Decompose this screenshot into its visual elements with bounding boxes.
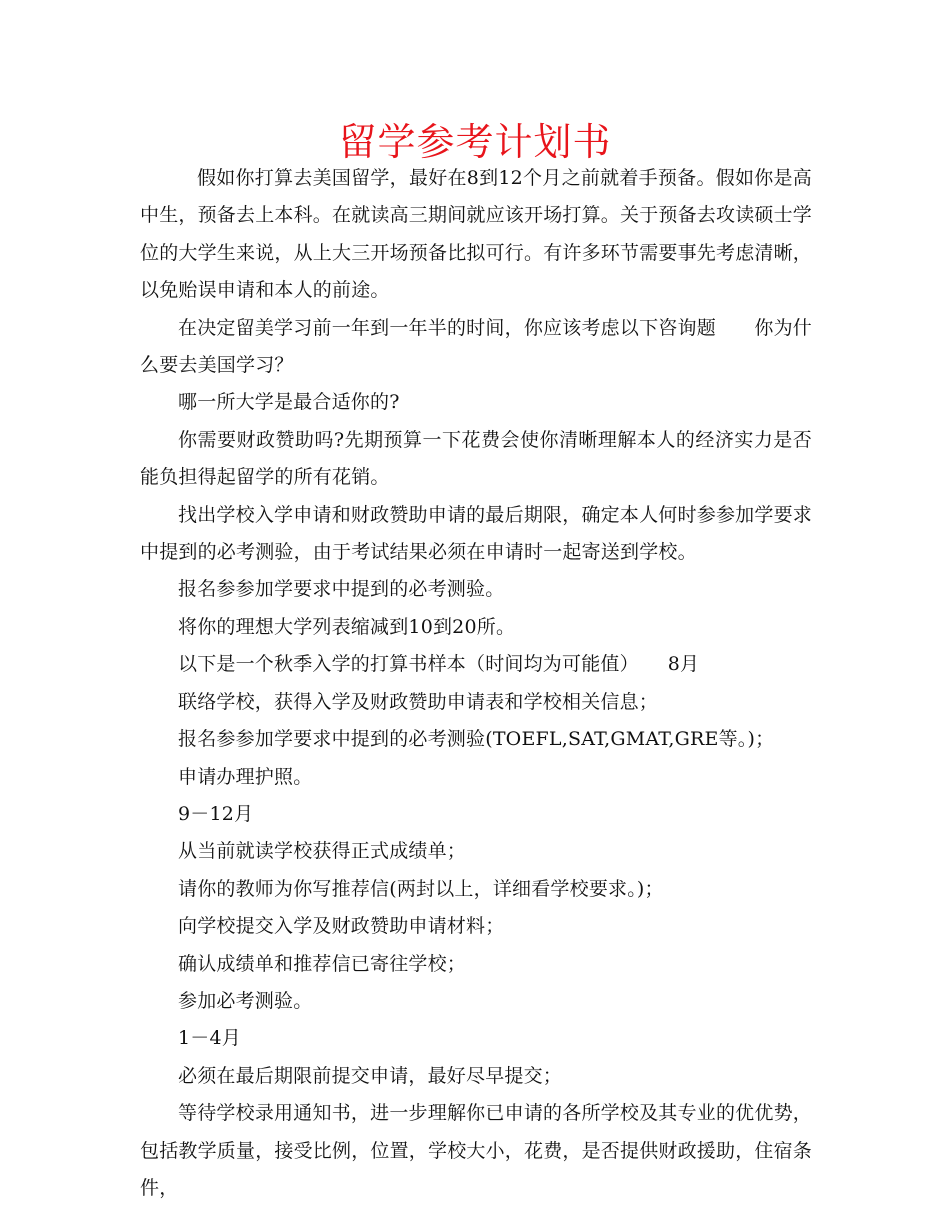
paragraph: 在决定留美学习前一年到一年半的时间，你应该考虑以下咨询题 你为什么要去美国学习？	[140, 316, 812, 377]
paragraph: 将你的理想大学列表缩减到10到20所。	[178, 615, 516, 638]
paragraph: 找出学校入学申请和财政赞助申请的最后期限，确定本人何时参参加学要求中提到的必考测验，由于考试结果必须在申请时一起寄送到学校。	[140, 503, 812, 564]
paragraph: 参加必考测验。	[178, 989, 313, 1012]
paragraph: 向学校提交入学及财政赞助申请材料；	[178, 915, 505, 938]
paragraph: 假如你打算去美国留学，最好在8到12个月之前就着手预备。假如你是高中生，预备去上本科。在就读高三期间就应该开场打算。关于预备去攻读硕士学位的大学生来说，从上大三开场预备比拟可行。有许多环节需要事先考虑清晰，以免贻误申请和本人的前途。	[140, 167, 813, 302]
document-body	[140, 160, 812, 1207]
paragraph: 以下是一个秋季入学的打算书样本（时间均为可能值） 8月	[178, 653, 700, 676]
paragraph: 从当前就读学校获得正式成绩单；	[178, 840, 467, 863]
paragraph: 哪一所大学是最合适你的?	[178, 391, 400, 414]
paragraph: 你需要财政赞助吗?先期预算一下花费会使你清晰理解本人的经济实力是否能负担得起留学的所有花销。	[140, 428, 812, 489]
paragraph: 1－4月	[178, 1027, 241, 1050]
paragraph: 请你的教师为你写推荐信(两封以上，详细看学校要求。)；	[178, 877, 664, 900]
paragraph: 等待学校录用通知书，进一步理解你已申请的各所学校及其专业的优优势，包括教学质量，接受比例，位置，学校大小，花费，是否提供财政援助，住宿条件，	[140, 1102, 813, 1199]
paragraph: 联络学校，获得入学及财政赞助申请表和学校相关信息；	[178, 690, 659, 713]
document-title: 留学参考计划书	[338, 120, 612, 164]
paragraph: 确认成绩单和推荐信已寄往学校；	[178, 952, 467, 975]
paragraph: 报名参参加学要求中提到的必考测验。	[178, 578, 505, 601]
paragraph: 9－12月	[178, 802, 254, 825]
paragraph: 必须在最后期限前提交申请，最好尽早提交；	[178, 1064, 563, 1087]
paragraph: 报名参参加学要求中提到的必考测验(TOEFL,SAT,GMAT,GRE等。)；	[178, 728, 775, 751]
paragraph: 申请办理护照。	[178, 765, 313, 788]
